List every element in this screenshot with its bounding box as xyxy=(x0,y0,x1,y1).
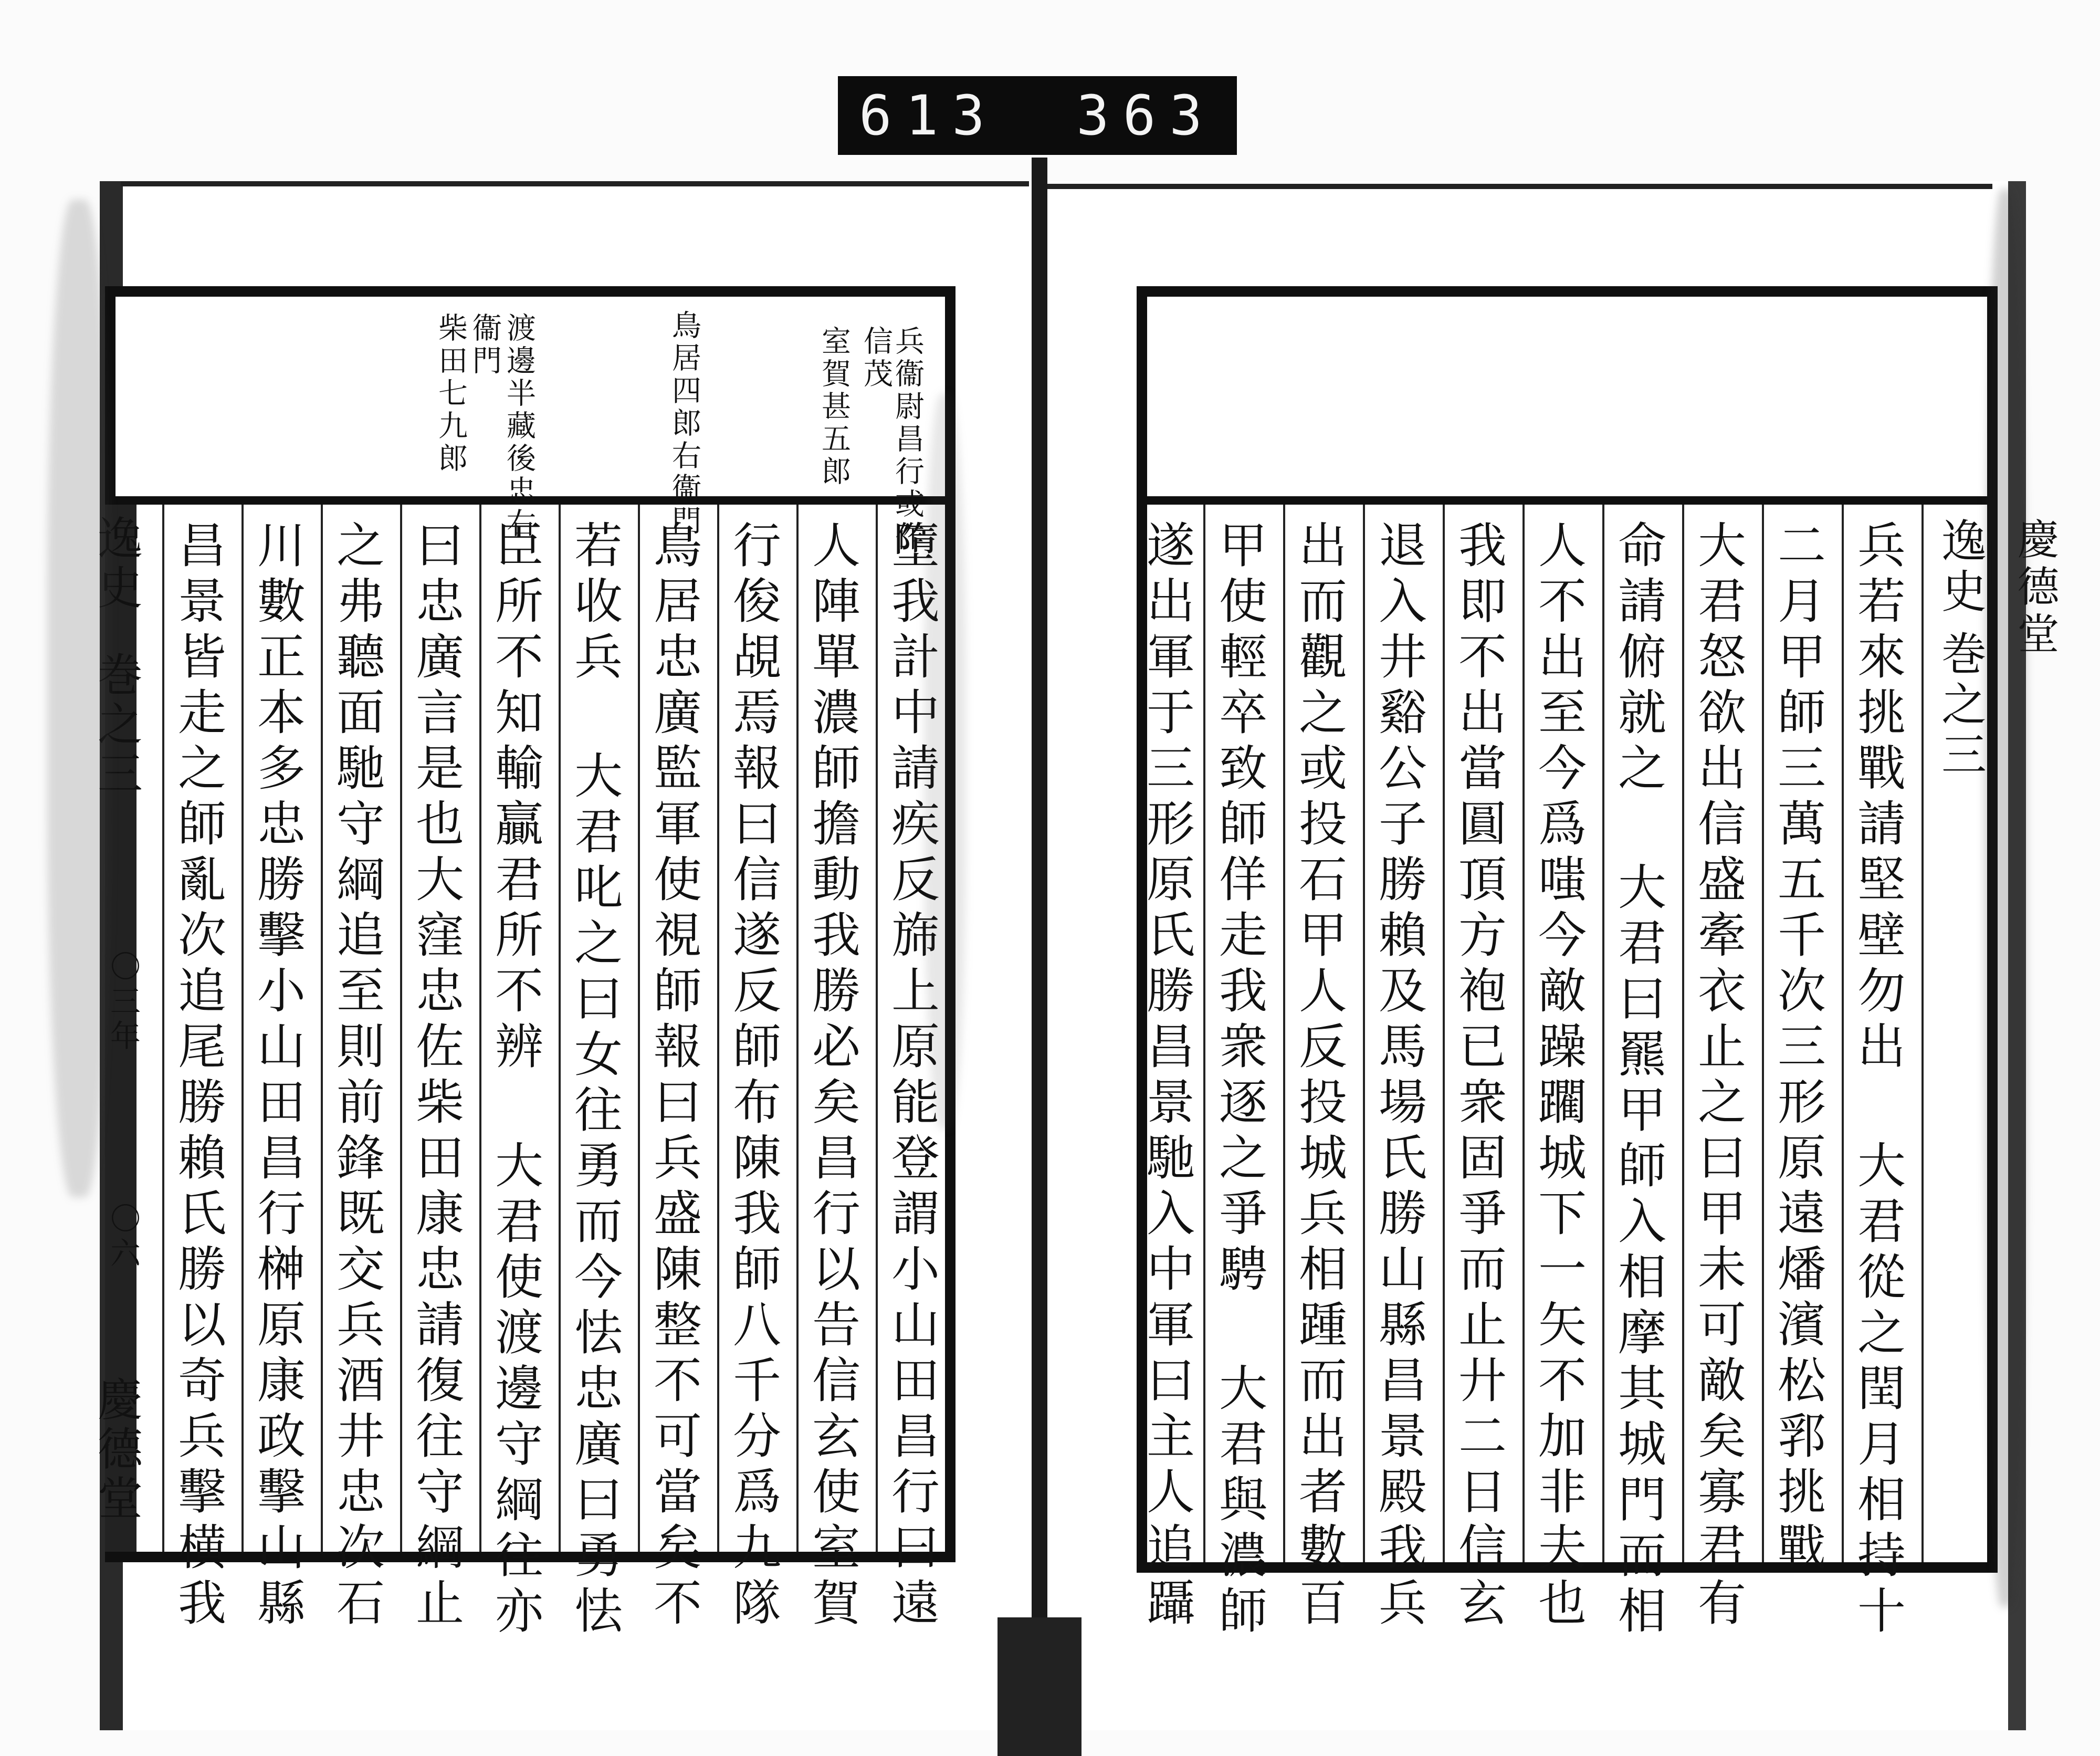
call-number-label xyxy=(838,76,1237,155)
column-rule xyxy=(1283,505,1285,1562)
column-rule xyxy=(876,505,878,1552)
call-number-right: 363 xyxy=(1076,83,1216,148)
right-running-publisher: 慶德堂 xyxy=(2010,517,2059,659)
column-rule xyxy=(1522,505,1525,1562)
column-rule xyxy=(1363,505,1365,1562)
scan-shadow xyxy=(924,394,966,1129)
header-note: 鳥居四郎右衞門 xyxy=(667,310,701,538)
column-rule xyxy=(1922,505,1924,1562)
text-column: 二月甲師三萬五千次三形原遠燔濱松郛挑戰 xyxy=(1770,520,1826,1577)
text-column: 川數正本多忠勝擊小山田昌行榊原康政擊山縣 xyxy=(249,520,306,1633)
text-column: 甲使輕卒致師佯走我衆逐之爭騁 大君與濃師 xyxy=(1211,520,1267,1641)
header-note: 柴田七九郎 xyxy=(434,312,468,475)
column-rule xyxy=(638,505,640,1552)
text-column: 我即不出當圓頂方袍已衆固爭而止廾二日信玄 xyxy=(1451,520,1507,1633)
text-column: 昌景皆走之師亂次追尾勝賴氏勝以奇兵擊横我 xyxy=(170,520,226,1633)
text-column: 行俊覘焉報曰信遂反師布陳我師八千分爲九隊 xyxy=(725,520,781,1633)
header-note: 信茂 xyxy=(859,326,893,391)
right-header-rule xyxy=(1137,496,1998,505)
margin-title: 逸史 xyxy=(90,515,142,613)
text-column: 墮我計中請疾反旆上原能登謂小山田昌行曰遠 xyxy=(884,520,940,1633)
column-rule xyxy=(1602,505,1604,1562)
call-number-left: 613 xyxy=(859,83,999,148)
text-column: 若收兵 大君叱之曰女往勇而今怯忠廣曰勇怯 xyxy=(566,520,623,1641)
text-column: 曰忠廣言是也大窪忠佐柴田康忠請復往守綱止 xyxy=(408,520,464,1633)
text-column: 鳥居忠廣監軍使視師報曰兵盛陳整不可當矣不 xyxy=(646,520,702,1633)
text-column: 出而觀之或投石甲人反投城兵相踵而出者數百 xyxy=(1291,520,1347,1633)
text-column: 人不出至今爲嗤今敵躁躙城下一矢不加非夫也 xyxy=(1530,520,1587,1633)
text-column: 退入井谿公子勝賴及馬場氏勝山縣昌景殿我兵 xyxy=(1371,520,1427,1633)
text-column: 臣所不知輸贏君所不辨 大君使渡邊守綱往亦 xyxy=(487,520,543,1641)
text-column: 遂出軍于三形原氏勝昌景馳入中軍曰主人追躡 xyxy=(1139,520,1195,1633)
column-rule xyxy=(162,505,164,1552)
right-page-top-edge xyxy=(1047,184,1992,189)
right-running-title: 逸史 xyxy=(1934,517,1986,618)
scan-shadow xyxy=(47,200,110,1197)
column-rule xyxy=(1443,505,1445,1562)
column-rule xyxy=(717,505,719,1552)
gutter-binding xyxy=(998,1617,1082,1756)
column-rule xyxy=(242,505,244,1552)
text-column: 人陣單濃師擔動我勝必矣昌行以告信玄使室賀 xyxy=(804,520,860,1633)
column-rule xyxy=(479,505,481,1552)
text-column: 大君怒欲出信盛牽衣止之曰甲未可敵矣寡君有 xyxy=(1690,520,1746,1633)
text-column: 兵若來挑戰請堅壁勿出 大君從之閏月相持十 xyxy=(1850,520,1906,1641)
margin-leaf: 〇六 xyxy=(105,1203,141,1272)
header-note: 渡邊半藏後忠右 xyxy=(502,312,536,540)
header-note: 室賀甚五郎 xyxy=(817,326,851,488)
margin-publisher: 慶德堂 xyxy=(90,1376,142,1524)
left-page-top-edge xyxy=(121,181,1029,186)
column-rule xyxy=(1762,505,1764,1562)
margin-volume: 巻之三 xyxy=(90,651,142,799)
margin-year: 〇三年 xyxy=(105,950,141,1054)
text-column: 命請俯就之 大君曰羆甲師入相摩其城門而相 xyxy=(1610,520,1666,1641)
column-rule xyxy=(1842,505,1844,1562)
book-gutter xyxy=(1032,158,1047,1680)
header-note: 衞門 xyxy=(468,312,502,378)
text-column: 之弗聽面馳守綱追至則前鋒既交兵酒井忠次石 xyxy=(329,520,385,1633)
right-running-volume: 巻之三 xyxy=(1934,630,1986,781)
scan-shadow xyxy=(1984,189,2026,1607)
column-rule xyxy=(321,505,323,1552)
column-rule xyxy=(559,505,561,1552)
column-rule xyxy=(1682,505,1684,1562)
column-rule xyxy=(1203,505,1205,1562)
header-note: 兵衞尉昌行或作 xyxy=(890,326,925,553)
column-rule xyxy=(400,505,402,1552)
column-rule xyxy=(796,505,799,1552)
